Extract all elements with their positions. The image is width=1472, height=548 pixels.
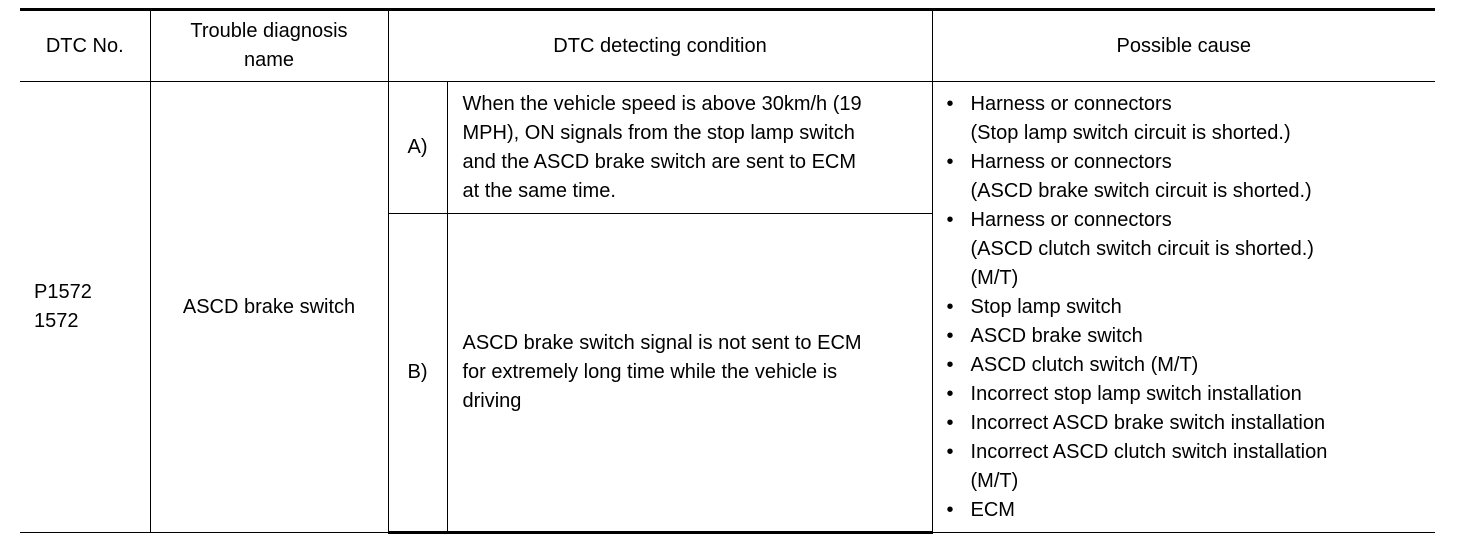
cause-item: [947, 351, 1436, 380]
bullet-icon: •: [946, 441, 954, 463]
condition-letter-a: A): [388, 82, 447, 214]
cause-item: [947, 148, 1436, 206]
cause-line: (Stop lamp switch circuit is shorted.): [970, 122, 1291, 144]
cause-item: [947, 293, 1436, 322]
dtc-code: P1572: [34, 281, 92, 303]
cause-line: (M/T): [970, 267, 1019, 289]
condition-row-a: [20, 82, 1435, 214]
cause-line: Incorrect ASCD clutch switch installation: [970, 441, 1328, 463]
header-row: [20, 10, 1435, 82]
condition-line: at the same time.: [462, 179, 616, 202]
cause-line: Incorrect ASCD brake switch installation: [970, 412, 1326, 434]
header-possible-cause: Possible cause: [932, 10, 1435, 82]
header-dtc-no: DTC No.: [20, 10, 150, 82]
cause-item: [947, 322, 1436, 351]
bullet-icon: •: [946, 412, 954, 434]
cause-line: Harness or connectors: [970, 209, 1172, 231]
cause-item: [947, 496, 1436, 525]
bullet-icon: •: [946, 354, 954, 376]
cause-item: [947, 438, 1436, 496]
cause-item: [947, 206, 1436, 293]
cause-line: Incorrect stop lamp switch installation: [970, 383, 1302, 405]
diagnosis-name-cell: ASCD brake switch: [150, 82, 388, 533]
header-diagnosis-name: [150, 10, 388, 82]
cause-line: (M/T): [970, 470, 1019, 492]
cause-line: Stop lamp switch: [970, 296, 1122, 318]
cause-line: ASCD clutch switch (M/T): [970, 354, 1199, 376]
bullet-icon: •: [946, 209, 954, 231]
condition-line: MPH), ON signals from the stop lamp switch: [462, 121, 855, 144]
condition-line: When the vehicle speed is above 30km/h (19: [462, 92, 862, 115]
cause-line: Harness or connectors: [970, 93, 1172, 115]
condition-line: for extremely long time while the vehicle is: [462, 361, 838, 383]
condition-letter-b: B): [388, 214, 447, 533]
header-diagnosis-name-line: name: [243, 49, 295, 71]
bullet-icon: •: [946, 296, 954, 318]
bullet-icon: •: [946, 499, 954, 521]
cause-list: [947, 90, 1436, 525]
condition-text-a: [447, 82, 932, 214]
dtc-code: 1572: [34, 310, 79, 332]
condition-text-b: [447, 214, 932, 533]
cause-line: (ASCD brake switch circuit is shorted.): [970, 180, 1312, 202]
condition-line: driving: [462, 390, 522, 412]
possible-cause-cell: [932, 82, 1435, 533]
cause-item: [947, 90, 1436, 148]
bullet-icon: •: [946, 151, 954, 173]
bullet-icon: •: [946, 383, 954, 405]
cause-line: Harness or connectors: [970, 151, 1172, 173]
cause-line: (ASCD clutch switch circuit is shorted.): [970, 238, 1314, 260]
cause-line: ASCD brake switch: [970, 325, 1143, 347]
bullet-icon: •: [946, 93, 954, 115]
bullet-icon: •: [946, 325, 954, 347]
cause-line: ECM: [970, 499, 1015, 521]
header-detecting-condition: DTC detecting condition: [388, 10, 932, 82]
cause-item: [947, 380, 1436, 409]
header-diagnosis-name-line: Trouble diagnosis: [190, 20, 348, 42]
dtc-table: [20, 8, 1435, 534]
condition-line: ASCD brake switch signal is not sent to ECM: [462, 332, 862, 354]
cause-item: [947, 409, 1436, 438]
condition-line: and the ASCD brake switch are sent to ECM: [462, 150, 857, 173]
dtc-code-cell: [20, 82, 150, 533]
